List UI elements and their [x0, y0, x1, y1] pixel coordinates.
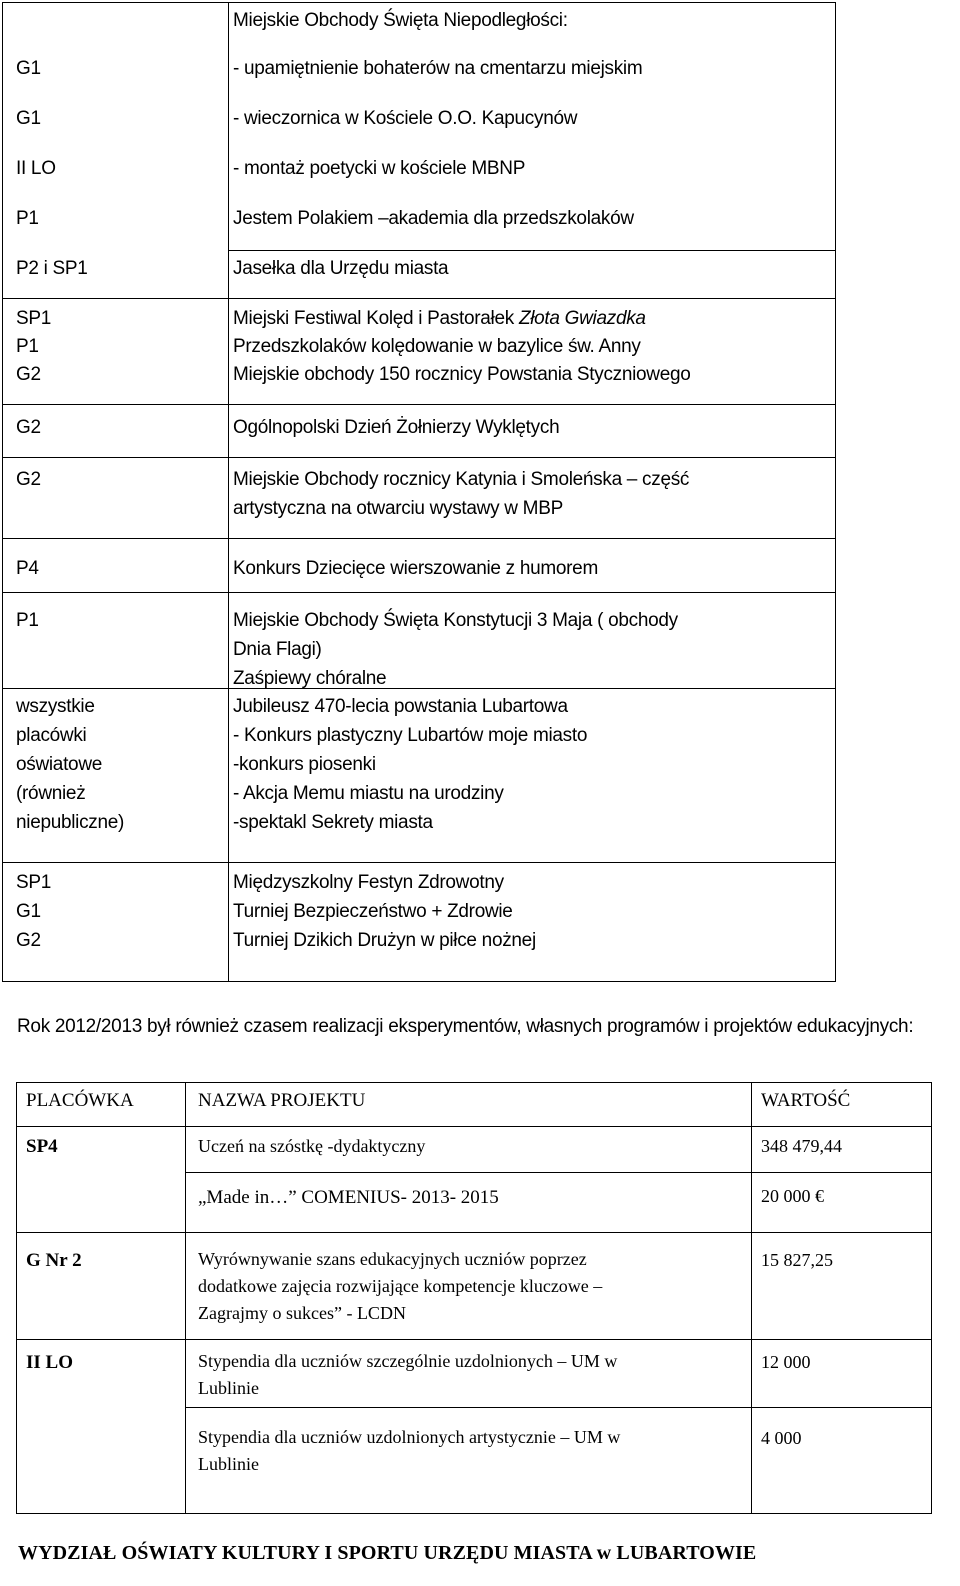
school-code: oświatowe	[16, 754, 103, 775]
footer-department: WYDZIAŁ OŚWIATY KULTURY I SPORTU URZĘDU MIASTA w LUBARTOWIE	[18, 1542, 757, 1564]
school-code: II LO	[16, 158, 56, 179]
column-header-placowka: PLACÓWKA	[26, 1090, 134, 1111]
intro-paragraph: Rok 2012/2013 był również czasem realizacji eksperymentów, własnych programów i projektów edukacyjnych:	[17, 1016, 914, 1037]
school-code: G1	[16, 108, 41, 129]
events-table	[2, 2, 836, 982]
event-text: - montaż poetycki w kościele MBNP	[233, 158, 526, 179]
table-border	[835, 2, 836, 982]
table-border	[2, 862, 836, 863]
school-code: G2	[16, 469, 41, 490]
value-cell: 15 827,25	[761, 1250, 833, 1270]
table-border	[16, 1232, 932, 1233]
school-code: placówki	[16, 725, 87, 746]
school-code: niepubliczne)	[16, 812, 125, 833]
event-text	[233, 304, 646, 333]
school-code: (również	[16, 783, 86, 804]
school-code: G2	[16, 417, 41, 438]
school-code: G1	[16, 58, 41, 79]
event-text: Ogólnopolski Dzień Żołnierzy Wyklętych	[233, 417, 560, 438]
value-cell: 4 000	[761, 1428, 802, 1448]
event-text: -konkurs piosenki	[233, 754, 376, 775]
table-border	[16, 1082, 17, 1514]
table-border	[185, 1407, 932, 1408]
project-name-cell: dodatkowe zajęcia rozwijające kompetencje kluczowe –	[198, 1276, 603, 1296]
table-border	[16, 1339, 932, 1340]
column-header-wartosc: WARTOŚĆ	[761, 1090, 851, 1111]
event-text: artystyczna na otwarciu wystawy w MBP	[233, 498, 563, 519]
projects-table	[16, 1082, 932, 1514]
school-code: SP1	[16, 872, 52, 893]
event-text: Przedszkolaków kolędowanie w bazylice św. Anny	[233, 336, 641, 357]
project-name-cell: Uczeń na szóstkę -dydaktyczny	[198, 1136, 426, 1156]
table-border	[2, 404, 836, 405]
table-border	[2, 688, 836, 689]
table-border	[16, 1082, 932, 1083]
column-header-nazwa: NAZWA PROJEKTU	[198, 1090, 366, 1111]
value-cell: 348 479,44	[761, 1136, 842, 1156]
value-cell: 12 000	[761, 1352, 811, 1372]
event-text: Konkurs Dziecięce wierszowanie z humorem	[233, 558, 598, 579]
table-border	[16, 1513, 932, 1514]
event-text: Miejskie Obchody Święta Konstytucji 3 Maja ( obchody	[233, 610, 678, 631]
table-border	[2, 298, 836, 299]
project-name-cell: „Made in…” COMENIUS- 2013- 2015	[198, 1187, 499, 1208]
school-code: SP1	[16, 308, 52, 329]
table-border	[931, 1082, 932, 1514]
event-text: Jubileusz 470-lecia powstania Lubartowa	[233, 696, 568, 717]
project-name-cell: Lublinie	[198, 1378, 259, 1398]
value-cell: 20 000 €	[761, 1186, 824, 1206]
school-code: P1	[16, 336, 39, 357]
table-border	[2, 592, 836, 593]
school-code: G2	[16, 364, 41, 385]
table-border	[16, 1126, 932, 1127]
project-name-cell: Zagrajmy o sukces” - LCDN	[198, 1303, 406, 1323]
table-border	[185, 1172, 932, 1173]
project-name-cell: Lublinie	[198, 1454, 259, 1474]
event-text: - upamiętnienie bohaterów na cmentarzu miejskim	[233, 58, 643, 79]
event-text: Międzyszkolny Festyn Zdrowotny	[233, 872, 504, 893]
school-code: wszystkie	[16, 696, 95, 717]
event-text: Miejskie Obchody Święta Niepodległości:	[233, 10, 568, 31]
event-text: Zaśpiewy chóralne	[233, 668, 387, 689]
event-text: Jestem Polakiem –akademia dla przedszkolaków	[233, 208, 634, 229]
event-text-part: Miejski Festiwal Kolęd i Pastorałek	[233, 308, 514, 329]
event-text: Jasełka dla Urzędu miasta	[233, 258, 449, 279]
school-code: P1	[16, 610, 39, 631]
project-name-cell: Stypendia dla uczniów szczególnie uzdolnionych – UM w	[198, 1351, 618, 1371]
event-text: Miejskie obchody 150 rocznicy Powstania Styczniowego	[233, 364, 691, 385]
event-text: - wieczornica w Kościele O.O. Kapucynów	[233, 108, 578, 129]
table-border	[185, 1082, 186, 1514]
placowka-cell: G Nr 2	[26, 1250, 82, 1271]
table-border	[2, 2, 836, 3]
table-border	[2, 2, 3, 982]
school-code: P4	[16, 558, 39, 579]
project-name-cell: Wyrównywanie szans edukacyjnych uczniów poprzez	[198, 1249, 587, 1269]
table-border	[228, 250, 836, 251]
project-name-cell: Stypendia dla uczniów uzdolnionych artystycznie – UM w	[198, 1427, 621, 1447]
table-border	[2, 981, 836, 982]
event-text: Turniej Dzikich Drużyn w piłce nożnej	[233, 930, 536, 951]
school-code: P2 i SP1	[16, 258, 88, 279]
event-title-italic: Złota Gwiazdka	[518, 308, 646, 329]
table-border	[2, 538, 836, 539]
placowka-cell: II LO	[26, 1352, 73, 1373]
event-text: Dnia Flagi)	[233, 639, 322, 660]
school-code: G2	[16, 930, 41, 951]
table-border	[2, 457, 836, 458]
event-text: Miejskie Obchody rocznicy Katynia i Smoleńska – część	[233, 469, 690, 490]
school-code: P1	[16, 208, 39, 229]
event-text: Turniej Bezpieczeństwo + Zdrowie	[233, 901, 513, 922]
table-border	[751, 1082, 752, 1514]
event-text: - Konkurs plastyczny Lubartów moje miasto	[233, 725, 588, 746]
event-text: - Akcja Memu miastu na urodziny	[233, 783, 504, 804]
event-text: -spektakl Sekrety miasta	[233, 812, 433, 833]
table-border	[228, 2, 229, 982]
placowka-cell: SP4	[26, 1136, 58, 1157]
school-code: G1	[16, 901, 41, 922]
